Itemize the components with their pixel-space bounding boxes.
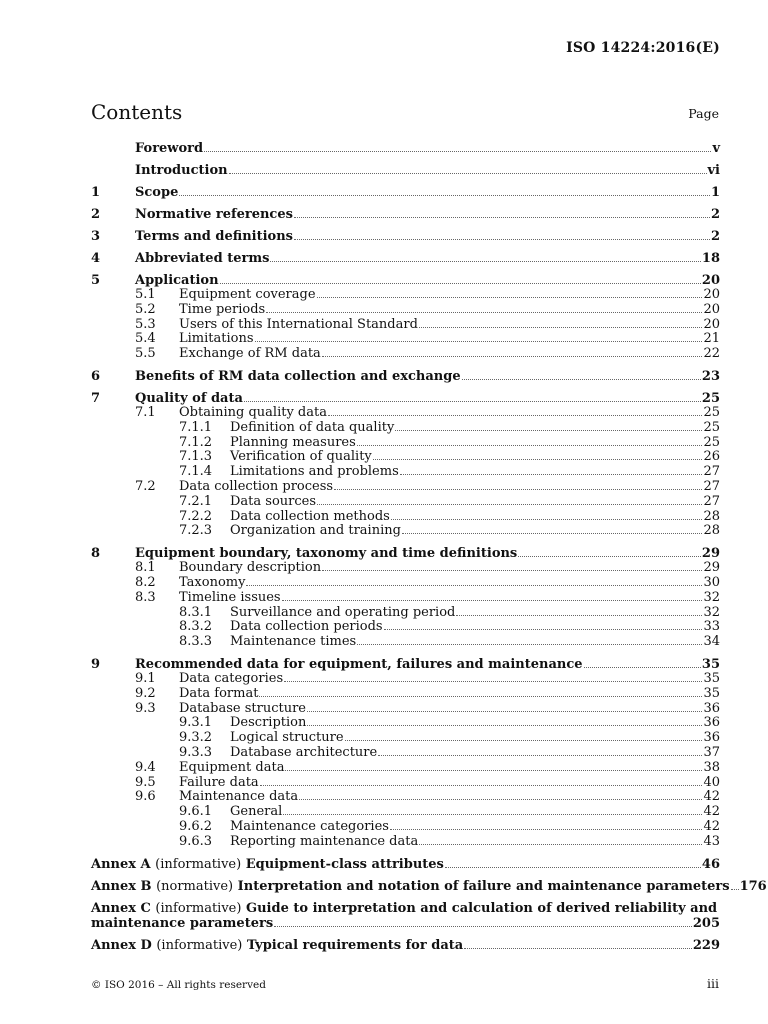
toc-entry-number: 7.1.2: [179, 434, 213, 450]
toc-entry-title: Definition of data quality: [230, 419, 395, 435]
toc-entry-page: 25: [703, 419, 720, 435]
toc-entry-number: 9.3.2: [179, 730, 213, 746]
dot-leader: [204, 150, 711, 152]
toc-entry[interactable]: [91, 347, 720, 362]
dot-leader: [384, 628, 703, 630]
dot-leader: [307, 710, 702, 712]
toc-entry[interactable]: [91, 229, 720, 244]
toc-entry-number: 9.6.1: [179, 804, 213, 820]
toc-entry-title: Scope: [135, 185, 179, 200]
toc-entry[interactable]: [91, 561, 720, 576]
dot-leader: [220, 282, 701, 284]
dot-leader: [246, 584, 702, 586]
toc-entry-title: Planning measures: [230, 434, 356, 450]
page-column-label: Page: [688, 106, 719, 121]
toc-entry[interactable]: [91, 273, 720, 288]
toc-entry-number: 7.2.2: [179, 508, 213, 524]
toc-entry-page: 2: [710, 207, 720, 222]
dot-leader: [255, 340, 703, 342]
toc-entry[interactable]: [91, 805, 720, 820]
dot-leader: [283, 813, 702, 815]
toc-entry-page: 29: [703, 560, 720, 576]
toc-entry-number: 9.2: [135, 685, 156, 701]
toc-entry-title: Equipment boundary, taxonomy and time definitions: [135, 546, 518, 562]
toc-entry-page: 26: [703, 449, 720, 465]
toc-entry[interactable]: [91, 303, 720, 318]
toc-entry-title: Time periods: [179, 301, 266, 317]
toc-entry-page: 18: [701, 251, 720, 266]
toc-entry-number: 8.2: [135, 574, 156, 590]
copyright-notice: © ISO 2016 – All rights reserved: [91, 979, 266, 991]
dot-leader: [584, 666, 701, 668]
toc-entry-number: 2: [91, 207, 101, 222]
toc-entry[interactable]: [91, 606, 720, 621]
toc-entry-title: Maintenance times: [230, 634, 357, 650]
toc-entry-number: 5.1: [135, 287, 156, 302]
toc-entry-page: 42: [703, 789, 720, 805]
toc-entry-page: 46: [701, 856, 720, 872]
toc-entry-page: 176: [739, 878, 767, 894]
toc-entry[interactable]: [91, 776, 720, 791]
toc-entry-number: 3: [91, 229, 101, 244]
toc-annex-entry[interactable]: [91, 938, 720, 953]
annex-kind: (informative): [155, 900, 242, 916]
toc-entry-title: Terms and definitions: [135, 229, 293, 244]
dot-leader: [284, 680, 702, 682]
toc-entry[interactable]: [91, 369, 720, 384]
toc-entry-title: Failure data: [179, 774, 259, 790]
dot-leader: [328, 414, 702, 416]
dot-leader: [402, 532, 703, 534]
toc-entry-page: 25: [703, 404, 720, 420]
dot-leader: [345, 739, 703, 741]
toc-entry-page: 20: [703, 301, 720, 317]
toc-entry[interactable]: [91, 620, 720, 635]
toc-entry[interactable]: [91, 318, 720, 333]
toc-entry-page: 229: [692, 937, 720, 953]
toc-entry-number: 9.4: [135, 759, 156, 775]
toc-entry[interactable]: [91, 406, 720, 421]
toc-entry-page: 30: [703, 574, 720, 590]
toc-entry-number: 7.2.3: [179, 523, 213, 539]
dot-leader: [462, 378, 701, 380]
toc-entry-title: Limitations: [179, 331, 254, 347]
dot-leader: [244, 400, 701, 402]
toc-entry-page: 29: [701, 546, 720, 562]
toc-entry-number: 6: [91, 368, 101, 384]
toc-entry-page: 28: [703, 523, 720, 539]
toc-entry[interactable]: [91, 687, 720, 702]
toc-entry[interactable]: [91, 576, 720, 591]
toc-entry-title: Data format: [179, 685, 259, 701]
toc-entry-title: Quality of data: [135, 390, 243, 406]
toc-entry-page: 32: [703, 604, 720, 620]
toc-entry-title: Boundary description: [179, 560, 322, 576]
toc-entry-number: 7.2: [135, 478, 156, 494]
toc-entry-page: vi: [707, 163, 720, 178]
toc-entry[interactable]: [91, 702, 720, 717]
annex-title: Interpretation and notation of failure and maintenance parameters: [237, 878, 730, 894]
annex-label: Annex C: [91, 900, 151, 916]
dot-leader: [456, 614, 702, 616]
dot-leader: [260, 784, 703, 786]
toc-annex-entry[interactable]: [91, 901, 720, 916]
document-id: ISO 14224:2016(E): [566, 40, 720, 56]
toc-entry-page: 40: [703, 774, 720, 790]
toc-entry-page: 25: [703, 434, 720, 450]
toc-entry-number: 7.1: [135, 404, 156, 420]
toc-entry-number: 7.1.3: [179, 449, 213, 465]
toc-entry[interactable]: [91, 163, 720, 178]
toc-entry-page: 23: [701, 368, 720, 384]
dot-leader: [266, 311, 702, 313]
toc-entry-number: 7.1.4: [179, 464, 213, 480]
toc-entry-number: 5.4: [135, 331, 156, 347]
toc-entry[interactable]: [91, 251, 720, 266]
toc-annex-entry[interactable]: [91, 878, 767, 894]
annex-kind: (informative): [156, 937, 243, 953]
table-of-contents: [91, 138, 767, 953]
toc-entry-title: Description: [230, 715, 307, 731]
toc-entry[interactable]: [91, 332, 720, 347]
dot-leader: [378, 754, 702, 756]
toc-entry-title: Benefits of RM data collection and exchange: [135, 368, 461, 384]
annex-title: Equipment-class attributes: [245, 856, 444, 872]
toc-entry[interactable]: [91, 288, 720, 303]
toc-entry-number: 1: [91, 185, 101, 200]
dot-leader: [395, 429, 702, 431]
toc-entry-title: Database architecture: [230, 744, 378, 760]
dot-leader: [322, 355, 703, 357]
toc-entry-number: 5.2: [135, 301, 156, 317]
toc-entry-number: 9.6.3: [179, 833, 213, 849]
dot-leader: [317, 296, 703, 298]
toc-entry[interactable]: [91, 746, 720, 761]
toc-entry-number: 9: [91, 656, 101, 672]
toc-entry-page: 27: [703, 478, 720, 494]
toc-entry-number: 8.3.3: [179, 634, 213, 650]
toc-entry-title: Data collection process: [179, 478, 334, 494]
dot-leader: [373, 458, 703, 460]
dot-leader: [270, 260, 701, 262]
toc-entry-page: 2: [710, 229, 720, 244]
toc-entry-number: 7.2.1: [179, 493, 213, 509]
dot-leader: [464, 947, 692, 949]
dot-leader: [299, 798, 702, 800]
toc-entry[interactable]: [91, 657, 720, 672]
toc-entry[interactable]: [91, 546, 720, 561]
toc-entry-title: Surveillance and operating period: [230, 604, 456, 620]
toc-entry-title: Equipment coverage: [179, 287, 316, 302]
toc-entry-page: 25: [701, 390, 720, 406]
toc-entry-title: Data collection methods: [230, 508, 390, 524]
dot-leader: [294, 238, 710, 240]
annex-kind: (informative): [155, 856, 242, 872]
dot-leader: [229, 172, 707, 174]
toc-entry[interactable]: [91, 465, 720, 480]
toc-entry-page: 36: [703, 730, 720, 746]
toc-entry-page: 43: [703, 833, 720, 849]
toc-entry-page: 35: [703, 685, 720, 701]
toc-entry-title: Timeline issues: [179, 589, 281, 605]
toc-entry-number: 9.3.3: [179, 744, 213, 760]
toc-entry[interactable]: [91, 820, 720, 835]
toc-entry-number: 9.6.2: [179, 818, 213, 834]
toc-entry-page: 35: [701, 656, 720, 672]
toc-entry-title: Users of this International Standard: [179, 316, 418, 332]
annex-label: Annex B: [91, 878, 152, 894]
toc-entry-title: Logical structure: [230, 730, 344, 746]
page-title: Contents: [91, 100, 183, 124]
toc-entry-title: Verification of quality: [230, 449, 372, 465]
toc-entry[interactable]: [91, 421, 720, 436]
toc-entry-title: Data collection periods: [230, 619, 383, 635]
dot-leader: [357, 643, 702, 645]
toc-entry-page: 1: [710, 185, 720, 200]
toc-entry-number: 9.6: [135, 789, 156, 805]
toc-entry[interactable]: [91, 480, 720, 495]
toc-entry-title: Organization and training: [230, 523, 401, 539]
toc-entry-number: 8.3.2: [179, 619, 213, 635]
toc-entry-title: Database structure: [179, 700, 306, 716]
toc-entry[interactable]: [91, 450, 720, 465]
toc-entry-number: 9.3.1: [179, 715, 213, 731]
toc-entry-page: 36: [703, 700, 720, 716]
toc-entry[interactable]: [91, 761, 720, 776]
toc-entry-number: 5: [91, 273, 101, 288]
toc-entry-page: 21: [703, 331, 720, 347]
dot-leader: [731, 888, 739, 890]
annex-label: Annex D: [91, 937, 152, 953]
toc-entry-title: Introduction: [135, 163, 228, 178]
toc-entry[interactable]: [91, 391, 720, 406]
toc-entry[interactable]: [91, 672, 720, 687]
toc-entry-page: 33: [703, 619, 720, 635]
toc-entry-title: Data sources: [230, 493, 317, 509]
toc-entry-page: v: [712, 141, 720, 156]
dot-leader: [179, 194, 710, 196]
dot-leader: [307, 724, 702, 726]
toc-entry-title: Taxonomy: [179, 574, 246, 590]
toc-entry-title: Limitations and problems: [230, 464, 399, 480]
toc-entry[interactable]: [91, 436, 720, 451]
toc-entry-title: General: [230, 804, 283, 820]
toc-entry-title: Recommended data for equipment, failures and maintenance: [135, 656, 583, 672]
annex-title-continued: maintenance parameters: [91, 915, 274, 931]
toc-entry-title: Data categories: [179, 670, 284, 686]
dot-leader: [285, 769, 702, 771]
dot-leader: [334, 488, 702, 490]
dot-leader: [259, 695, 702, 697]
toc-entry[interactable]: [91, 495, 720, 510]
toc-annex-entry-continued[interactable]: [91, 916, 720, 931]
toc-entry-page: 22: [703, 346, 720, 362]
toc-entry-page: 36: [703, 715, 720, 731]
toc-entry-number: 5.5: [135, 346, 156, 362]
toc-entry[interactable]: [91, 207, 720, 222]
toc-entry-number: 8.3.1: [179, 604, 213, 620]
dot-leader: [419, 326, 703, 328]
toc-entry-number: 8: [91, 546, 101, 562]
toc-entry-title: Application: [135, 273, 219, 288]
toc-entry[interactable]: [91, 731, 720, 746]
toc-entry-title: Foreword: [135, 141, 204, 156]
toc-entry-page: 205: [692, 915, 720, 931]
annex-title: Typical requirements for data: [246, 937, 464, 953]
annex-kind: (normative): [156, 878, 234, 894]
toc-entry-page: 28: [703, 508, 720, 524]
toc-entry-number: 5.3: [135, 316, 156, 332]
toc-entry-page: 20: [701, 273, 720, 288]
dot-leader: [390, 828, 703, 830]
dot-leader: [282, 599, 703, 601]
toc-entry-page: 38: [703, 759, 720, 775]
toc-entry-title: Maintenance categories: [230, 818, 389, 834]
toc-entry[interactable]: [91, 835, 720, 850]
toc-entry[interactable]: [91, 524, 720, 539]
dot-leader: [445, 866, 701, 868]
toc-entry-title: Normative references: [135, 207, 293, 222]
toc-entry-page: 34: [703, 634, 720, 650]
toc-entry-number: 7: [91, 390, 101, 406]
dot-leader: [317, 503, 702, 505]
toc-entry-number: 9.5: [135, 774, 156, 790]
toc-entry-title: Maintenance data: [179, 789, 299, 805]
toc-entry-page: 32: [703, 589, 720, 605]
toc-entry-number: 8.1: [135, 560, 156, 576]
dot-leader: [322, 569, 702, 571]
toc-entry-title: Equipment data: [179, 759, 285, 775]
dot-leader: [294, 216, 710, 218]
annex-title: Guide to interpretation and calculation of derived reliability and: [245, 900, 718, 916]
toc-entry-page: 42: [703, 804, 720, 820]
dot-leader: [419, 843, 702, 845]
toc-entry-page: 20: [703, 287, 720, 302]
dot-leader: [274, 925, 692, 927]
toc-entry-number: 4: [91, 251, 101, 266]
dot-leader: [391, 518, 703, 520]
toc-entry[interactable]: [91, 141, 720, 156]
toc-entry-number: 9.3: [135, 700, 156, 716]
toc-annex-entry[interactable]: [91, 857, 720, 872]
page-number: iii: [707, 976, 719, 991]
toc-entry-number: 9.1: [135, 670, 156, 686]
toc-entry-title: Abbreviated terms: [135, 251, 270, 266]
annex-label: Annex A: [91, 856, 151, 872]
toc-entry-number: 8.3: [135, 589, 156, 605]
toc-entry-page: 27: [703, 493, 720, 509]
toc-entry-page: 37: [703, 744, 720, 760]
toc-entry-page: 20: [703, 316, 720, 332]
toc-entry[interactable]: [91, 635, 720, 650]
toc-entry[interactable]: [91, 591, 720, 606]
toc-entry[interactable]: [91, 185, 720, 200]
toc-entry[interactable]: [91, 510, 720, 525]
toc-entry-page: 35: [703, 670, 720, 686]
toc-entry-title: Obtaining quality data: [179, 404, 327, 420]
dot-leader: [357, 444, 703, 446]
toc-entry-title: Exchange of RM data: [179, 346, 321, 362]
toc-entry-title: Reporting maintenance data: [230, 833, 419, 849]
dot-leader: [400, 473, 703, 475]
toc-entry-page: 27: [703, 464, 720, 480]
toc-entry[interactable]: [91, 716, 720, 731]
dot-leader: [518, 555, 701, 557]
toc-entry[interactable]: [91, 790, 720, 805]
toc-entry-page: 42: [703, 818, 720, 834]
toc-entry-number: 7.1.1: [179, 419, 213, 435]
